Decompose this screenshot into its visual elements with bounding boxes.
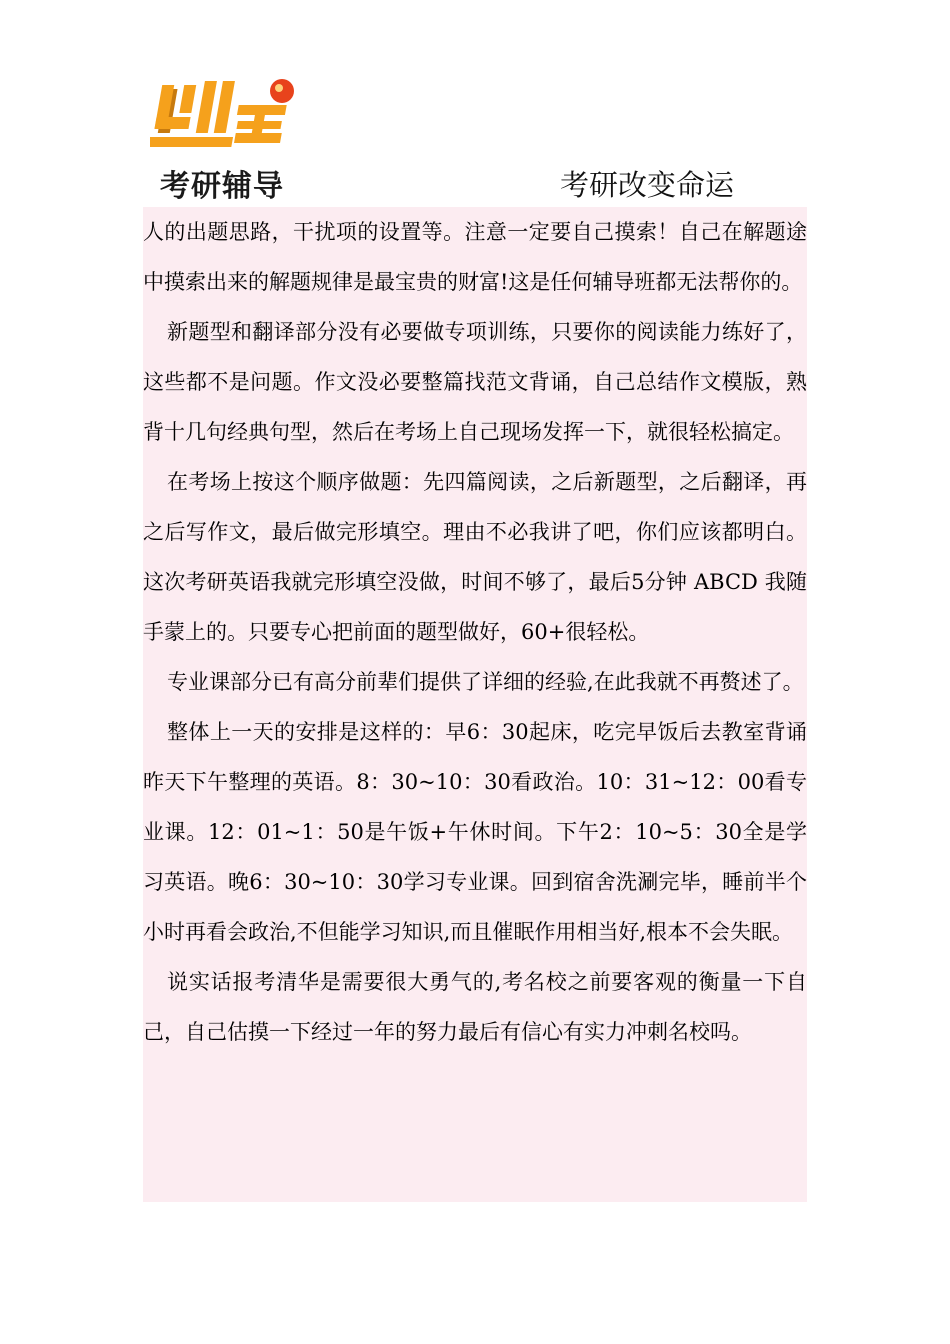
paragraph-5: 整体上一天的安排是这样的：早6：30起床，吃完早饭后去教室背诵昨天下午整理的英语。8：30~10：30看政治。10：31~12：00看专业课。12：01~1：50是午饭+午休时间。下午2：10~5：30全是学习英语。晚6：30~10：30学习专业课。回到宿舍洗涮完毕，睡前半个小时再看会政治,不但能学习知识,而且催眠作用相当好,根本不会失眠。	[143, 720, 807, 944]
paragraph-4: 专业课部分已有高分前辈们提供了详细的经验,在此我就不再赘述了。	[167, 670, 804, 694]
kaicheng-logo-mark	[150, 75, 300, 157]
paragraph-6: 说实话报考清华是需要很大勇气的,考名校之前要客观的衡量一下自己，自己估摸一下经过一年的努力最后有信心有实力冲刺名校吗。	[143, 970, 807, 1044]
paragraph-3: 在考场上按这个顺序做题：先四篇阅读，之后新题型，之后翻译，再之后写作文，最后做完形填空。理由不必我讲了吧，你们应该都明白。这次考研英语我就完形填空没做，时间不够了，最后5分钟 ABCD 我随手蒙上的。只要专心把前面的题型做好，60+很轻松。	[143, 470, 807, 644]
logo-subtitle: 考研辅导	[160, 169, 284, 204]
paragraph-2: 新题型和翻译部分没有必要做专项训练，只要你的阅读能力练好了，这些都不是问题。作文没必要整篇找范文背诵，自己总结作文模版，熟背十几句经典句型，然后在考场上自己现场发挥一下，就很轻松搞定。	[143, 320, 807, 444]
article-body	[143, 207, 807, 1202]
slogan: 考研改变命运	[560, 168, 735, 202]
paragraph-1: 人的出题思路，干扰项的设置等。注意一定要自己摸索！自己在解题途中摸索出来的解题规律是最宝贵的财富!这是任何辅导班都无法帮你的。	[143, 220, 807, 294]
logo	[150, 75, 305, 204]
